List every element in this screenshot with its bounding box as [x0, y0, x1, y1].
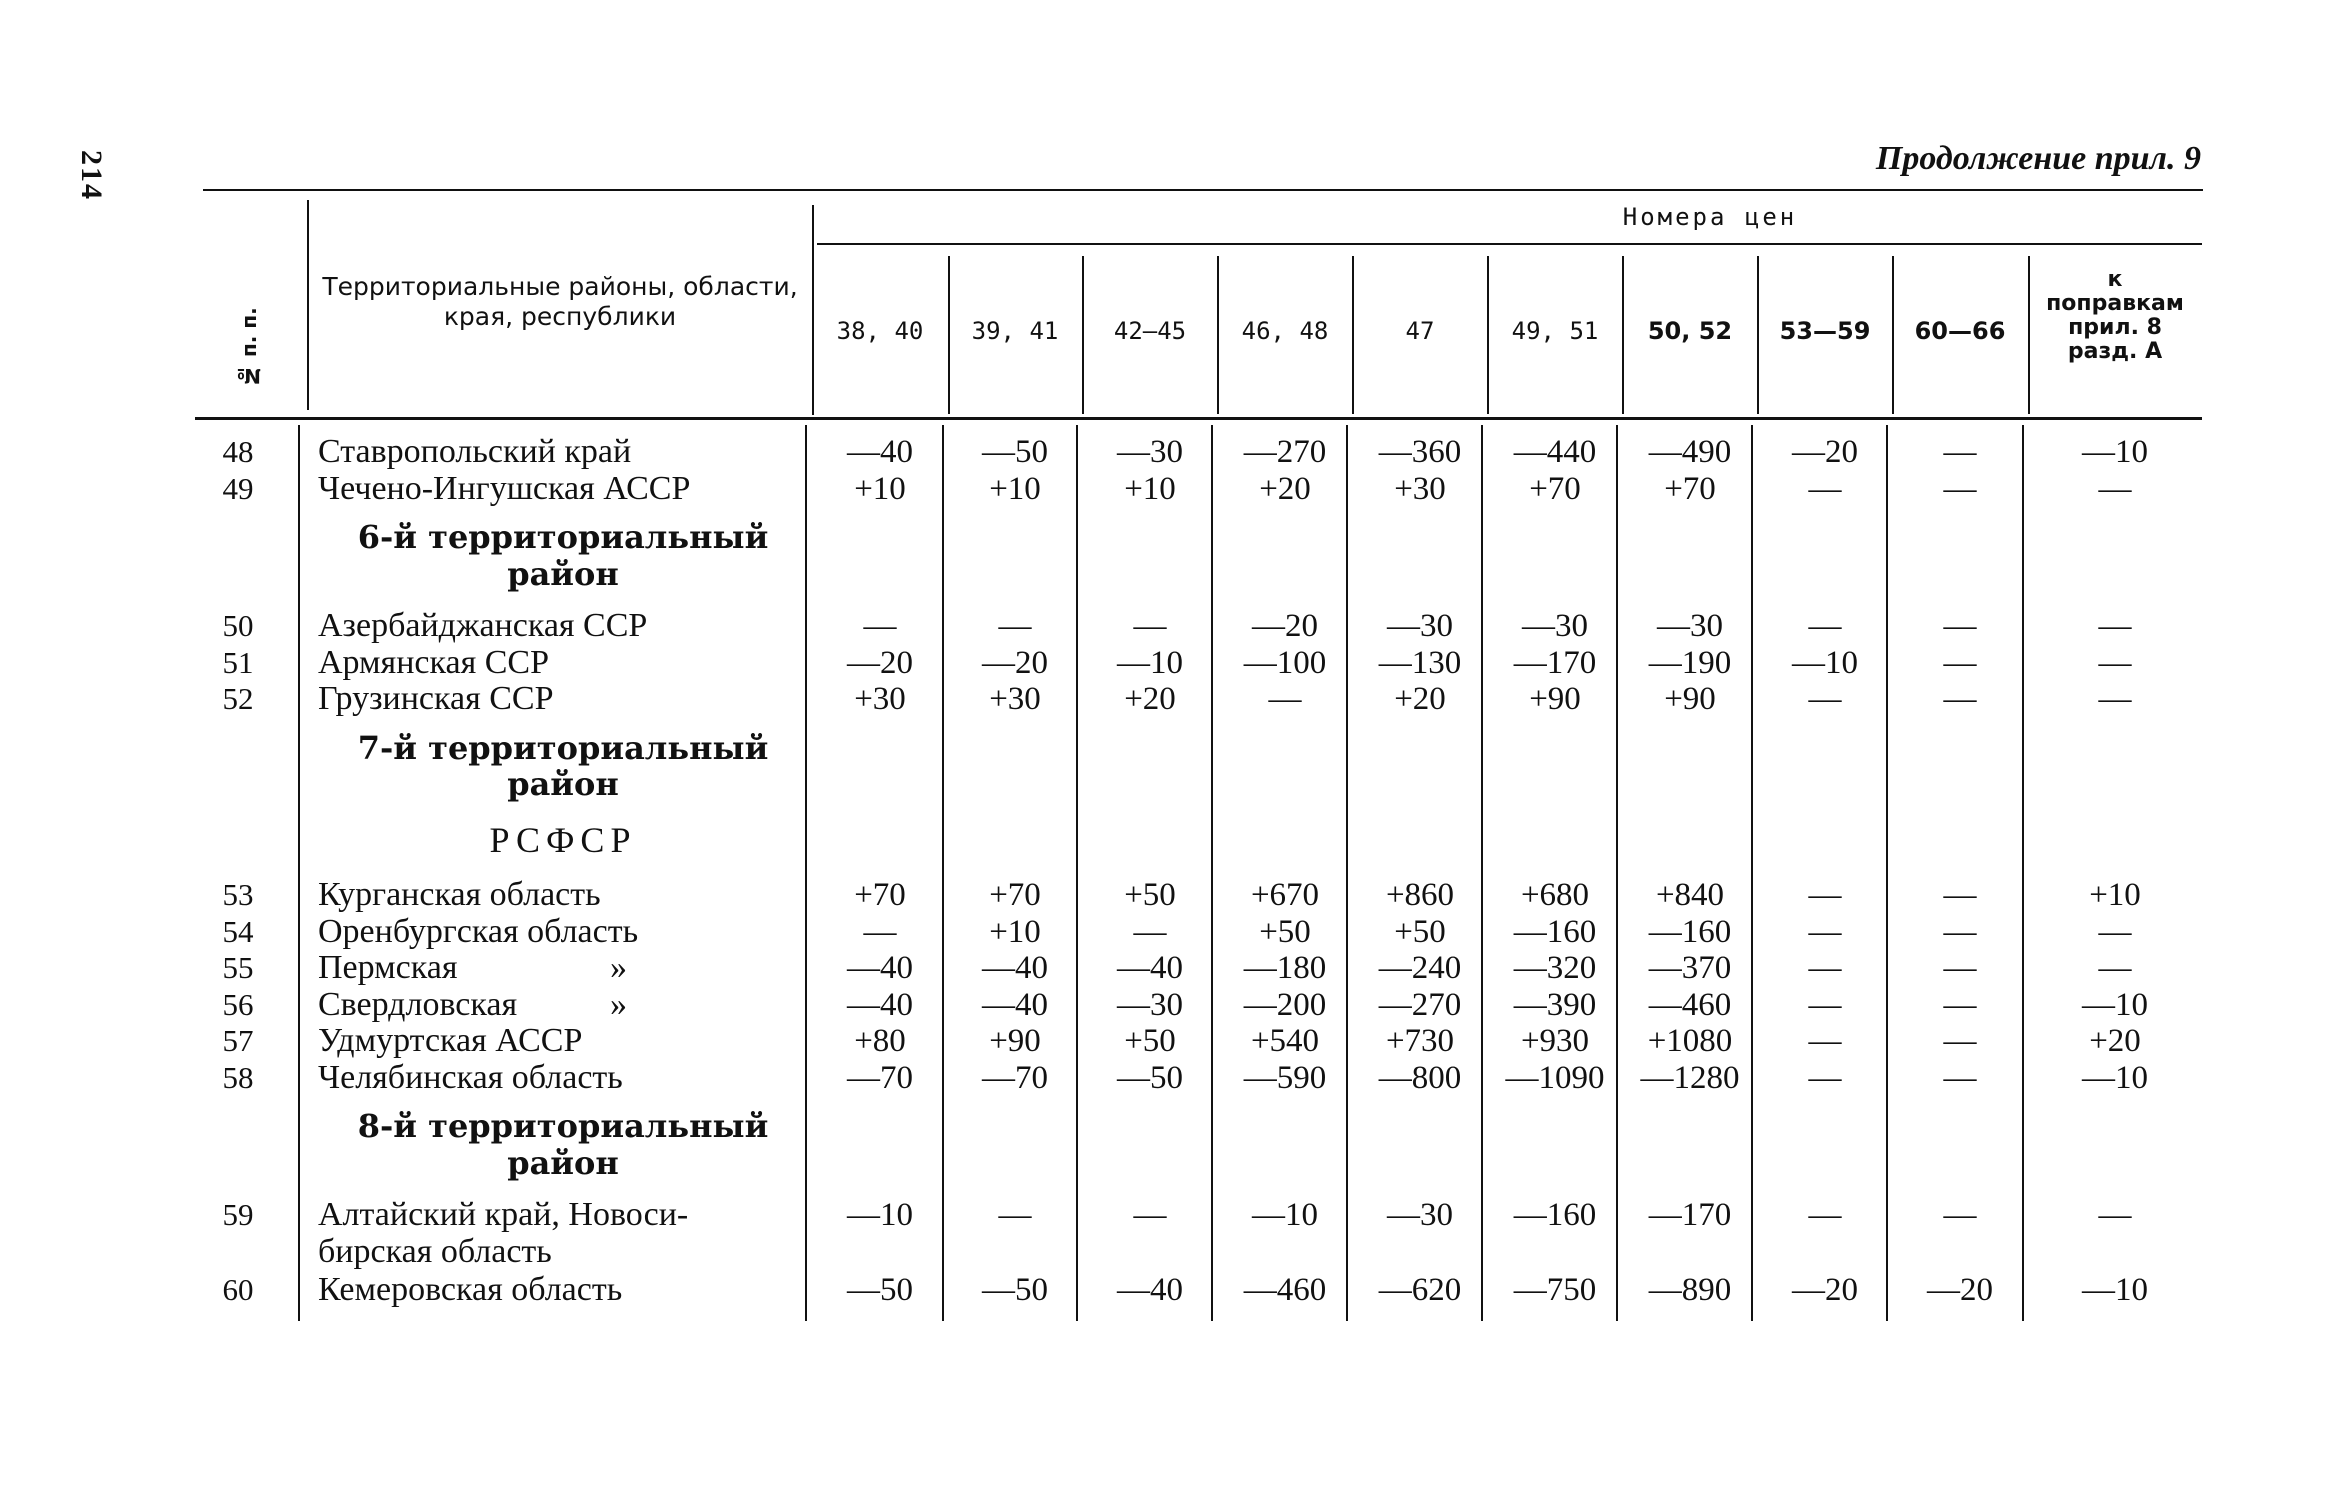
table-cell: +20: [1394, 681, 1446, 717]
table-cell: —20: [982, 644, 1048, 681]
row-region-name: Курганская область: [318, 876, 601, 913]
header-column-9: 60—66: [1914, 317, 2006, 345]
table-cell: —320: [1513, 950, 1597, 986]
row-region-name: Армянская ССР: [318, 643, 549, 681]
header-column-divider: [948, 256, 950, 414]
ditto-mark: »: [610, 985, 627, 1023]
table-cell: —10: [1792, 644, 1858, 681]
table-cell: +30: [854, 681, 906, 717]
table-cell: —30: [1657, 608, 1723, 644]
table-cell: —50: [847, 1272, 913, 1308]
section-heading: 8-й территориальный: [357, 1107, 769, 1145]
body-column-divider: [298, 425, 300, 1321]
table-cell: —: [863, 608, 897, 644]
row-number: 59: [222, 1197, 254, 1232]
table-cell: —40: [1117, 950, 1183, 986]
table-cell: +10: [989, 913, 1041, 950]
table-cell: —: [1808, 950, 1842, 986]
row-region-name: Чечено-Ингушская АССР: [318, 469, 691, 507]
header-prices-label: Номера цен: [1622, 203, 1798, 231]
section-heading-continued: район: [507, 765, 619, 803]
table-cell: +70: [1664, 470, 1716, 507]
prices-rule: [817, 243, 2202, 245]
header-column-divider: [1487, 256, 1489, 414]
table-cell: —30: [1522, 608, 1588, 644]
table-cell: —20: [1792, 434, 1858, 470]
table-cell: +730: [1385, 1023, 1455, 1059]
table-cell: —160: [1648, 913, 1732, 950]
table-cell: —180: [1243, 950, 1327, 986]
row-region-name: Грузинская ССР: [318, 680, 554, 717]
row-region-name: Азербайджанская ССР: [318, 607, 648, 644]
body-column-divider: [1211, 425, 1213, 1321]
table-cell: —1280: [1640, 1059, 1740, 1096]
table-cell: —: [1133, 608, 1167, 644]
table-cell: —: [863, 913, 897, 950]
table-cell: +10: [854, 470, 906, 507]
table-cell: —130: [1378, 644, 1462, 681]
header-correction-label: к поправкам прил. 8 разд. А: [2046, 267, 2184, 364]
table-cell: —30: [1387, 1197, 1453, 1233]
header-column-7: 50, 52: [1647, 317, 1733, 345]
row-number: 54: [222, 913, 254, 949]
row-region-name: Алтайский край, Новоси-: [318, 1196, 689, 1233]
section-heading-continued: район: [507, 554, 619, 593]
table-cell: —10: [2082, 1059, 2148, 1096]
row-number: 57: [222, 1023, 254, 1058]
table-cell: —40: [847, 950, 913, 986]
body-column-divider: [1076, 425, 1078, 1321]
table-cell: +50: [1124, 877, 1176, 913]
table-cell: —: [1808, 877, 1842, 913]
header-column-divider: [1082, 256, 1084, 414]
table-cell: —10: [2082, 1272, 2148, 1308]
table-cell: —30: [1117, 986, 1183, 1023]
row-region-name: Свердловская: [318, 985, 518, 1023]
header-column-1: 38, 40: [836, 317, 924, 345]
table-cell: —460: [1243, 1272, 1327, 1308]
table-cell: —10: [1252, 1197, 1318, 1233]
table-cell: —890: [1648, 1272, 1732, 1308]
table-cell: —40: [847, 986, 913, 1023]
table-cell: +90: [1664, 681, 1716, 717]
table-cell: —: [1943, 681, 1977, 717]
row-region-name: Пермская: [318, 949, 458, 986]
table-cell: —160: [1513, 1197, 1597, 1233]
table-cell: —30: [1117, 434, 1183, 470]
table-cell: +840: [1655, 877, 1725, 913]
body-column-divider: [1346, 425, 1348, 1321]
table-cell: —160: [1513, 913, 1597, 950]
table-cell: —240: [1378, 950, 1462, 986]
table-cell: —70: [982, 1059, 1048, 1096]
table-cell: —: [1808, 913, 1842, 950]
table-cell: —50: [1117, 1059, 1183, 1096]
table-cell: —: [1133, 1197, 1167, 1233]
table-cell: +80: [854, 1023, 906, 1059]
header-regions-label: Территориальные районы, области, края, республики: [322, 272, 798, 331]
table-cell: +70: [854, 877, 906, 913]
table-cell: +20: [2089, 1023, 2141, 1059]
row-region-name: Удмуртская АССР: [318, 1022, 583, 1059]
table-cell: +30: [989, 681, 1041, 717]
table-cell: —: [2098, 681, 2132, 717]
table-cell: —170: [1648, 1197, 1732, 1233]
body-column-divider: [942, 425, 944, 1321]
table-cell: —460: [1648, 986, 1732, 1023]
header-column-8: 53—59: [1779, 317, 1871, 345]
table-cell: +540: [1250, 1023, 1320, 1059]
header-column-divider: [1622, 256, 1624, 414]
table-cell: +50: [1394, 913, 1446, 950]
row-region-name: Кемеровская область: [318, 1271, 623, 1308]
table-cell: —590: [1243, 1059, 1327, 1096]
table-cell: —: [1943, 877, 1977, 913]
table-cell: —: [1808, 681, 1842, 717]
table-cell: —: [2098, 644, 2132, 681]
row-number: 53: [222, 877, 254, 912]
table-cell: —40: [982, 950, 1048, 986]
table-cell: —390: [1513, 986, 1597, 1023]
header-column-6: 49, 51: [1511, 317, 1599, 345]
table-cell: —: [2098, 470, 2132, 507]
table-cell: —: [998, 1197, 1032, 1233]
page-number: 214: [75, 150, 108, 201]
table-cell: +70: [989, 877, 1041, 913]
table-cell: —: [1808, 1059, 1842, 1096]
row-number: 48: [222, 434, 254, 469]
table-cell: —50: [982, 1272, 1048, 1308]
table-cell: —: [1943, 1023, 1977, 1059]
table-cell: +930: [1520, 1023, 1590, 1059]
header-column-divider: [812, 205, 814, 415]
row-number: 60: [222, 1272, 254, 1307]
table-cell: +1080: [1647, 1023, 1733, 1059]
row-number: 52: [222, 681, 254, 716]
table-cell: —: [1808, 608, 1842, 644]
header-column-divider: [1217, 256, 1219, 414]
body-column-divider: [1616, 425, 1618, 1321]
table-cell: —20: [1252, 608, 1318, 644]
table-cell: —: [1943, 608, 1977, 644]
row-number: 56: [222, 986, 254, 1022]
table-cell: —40: [982, 986, 1048, 1023]
table-cell: —: [2098, 950, 2132, 986]
table-cell: —: [1943, 986, 1977, 1023]
table-cell: —: [1808, 986, 1842, 1023]
table-cell: +50: [1124, 1023, 1176, 1059]
header-column-5: 47: [1405, 317, 1435, 345]
table-cell: —20: [1927, 1272, 1993, 1308]
table-cell: +10: [989, 470, 1041, 507]
header-column-2: 39, 41: [971, 317, 1059, 345]
table-cell: —: [1133, 913, 1167, 950]
table-cell: +30: [1394, 470, 1446, 507]
table-cell: —10: [2082, 434, 2148, 470]
table-cell: —: [1943, 434, 1977, 470]
continuation-title: Продолжение прил. 9: [1875, 140, 2201, 177]
row-region-name-continued: бирская область: [318, 1232, 552, 1270]
row-number: 55: [222, 950, 254, 985]
table-cell: —: [1268, 681, 1302, 717]
table-cell: —: [1808, 1023, 1842, 1059]
table-cell: —: [1808, 1197, 1842, 1233]
table-cell: —: [1943, 950, 1977, 986]
table-cell: +20: [1124, 681, 1176, 717]
table-cell: —10: [2082, 986, 2148, 1023]
body-column-divider: [805, 425, 807, 1321]
body-column-divider: [1751, 425, 1753, 1321]
header-bottom-rule: [195, 417, 2202, 420]
table-cell: —30: [1387, 608, 1453, 644]
header-column-divider: [1757, 256, 1759, 414]
table-cell: +680: [1520, 877, 1590, 913]
table-cell: —20: [847, 644, 913, 681]
table-cell: —40: [847, 434, 913, 470]
table-cell: —50: [982, 434, 1048, 470]
ditto-mark: »: [610, 949, 627, 986]
section-heading: 6-й территориальный: [357, 518, 769, 556]
table-cell: —: [1808, 470, 1842, 507]
table-cell: —20: [1792, 1272, 1858, 1308]
header-num-label: № п. п.: [237, 307, 261, 389]
table-cell: +50: [1259, 913, 1311, 950]
table-cell: +20: [1259, 470, 1311, 507]
header-column-divider: [307, 200, 309, 410]
table-cell: —490: [1648, 434, 1732, 470]
table-cell: —800: [1378, 1059, 1462, 1096]
header-column-3: 42—45: [1113, 317, 1187, 345]
table-cell: —: [998, 608, 1032, 644]
body-column-divider: [1481, 425, 1483, 1321]
table-cell: —100: [1243, 644, 1327, 681]
table-cell: —170: [1513, 644, 1597, 681]
table-cell: —200: [1243, 986, 1327, 1023]
table-cell: —10: [847, 1197, 913, 1233]
table-cell: +10: [2089, 877, 2141, 913]
table-cell: +70: [1529, 470, 1581, 507]
table-cell: —: [1943, 1059, 1977, 1096]
table-cell: —: [1943, 470, 1977, 507]
row-region-name: Челябинская область: [318, 1058, 623, 1096]
row-region-name: Оренбургская область: [318, 912, 639, 950]
table-cell: —: [2098, 608, 2132, 644]
subsection-heading: РСФСР: [489, 819, 637, 860]
table-cell: —: [1943, 1197, 1977, 1233]
body-column-divider: [1886, 425, 1888, 1321]
table-cell: +90: [1529, 681, 1581, 717]
row-number: 50: [222, 608, 254, 643]
table-cell: —440: [1513, 434, 1597, 470]
body-column-divider: [2022, 425, 2024, 1321]
top-rule: [203, 189, 2203, 191]
table-cell: —370: [1648, 950, 1732, 986]
section-heading: 7-й территориальный: [357, 728, 769, 767]
table-cell: —: [2098, 1197, 2132, 1233]
table-cell: —1090: [1505, 1059, 1605, 1096]
row-number: 49: [222, 470, 254, 506]
table-cell: —270: [1378, 986, 1462, 1023]
table-cell: —270: [1243, 434, 1327, 470]
table-cell: —: [2098, 913, 2132, 950]
table-cell: +10: [1124, 470, 1176, 507]
header-column-divider: [1352, 256, 1354, 414]
table-cell: —190: [1648, 644, 1732, 681]
table-cell: —: [1943, 644, 1977, 681]
table-cell: —750: [1513, 1272, 1597, 1308]
table-cell: +860: [1385, 877, 1455, 913]
row-number: 58: [222, 1059, 254, 1095]
table-cell: +670: [1250, 877, 1320, 913]
table-cell: —40: [1117, 1272, 1183, 1308]
table-cell: —620: [1378, 1272, 1462, 1308]
row-region-name: Ставропольский край: [318, 433, 632, 470]
header-column-4: 46, 48: [1241, 317, 1329, 345]
table-cell: +90: [989, 1023, 1041, 1059]
row-number: 51: [222, 644, 254, 680]
table-cell: —360: [1378, 434, 1462, 470]
header-column-divider: [2028, 256, 2030, 414]
table-cell: —: [1943, 913, 1977, 950]
table-cell: —70: [847, 1059, 913, 1096]
table-cell: —10: [1117, 644, 1183, 681]
section-heading-continued: район: [507, 1143, 619, 1182]
header-column-divider: [1892, 256, 1894, 414]
